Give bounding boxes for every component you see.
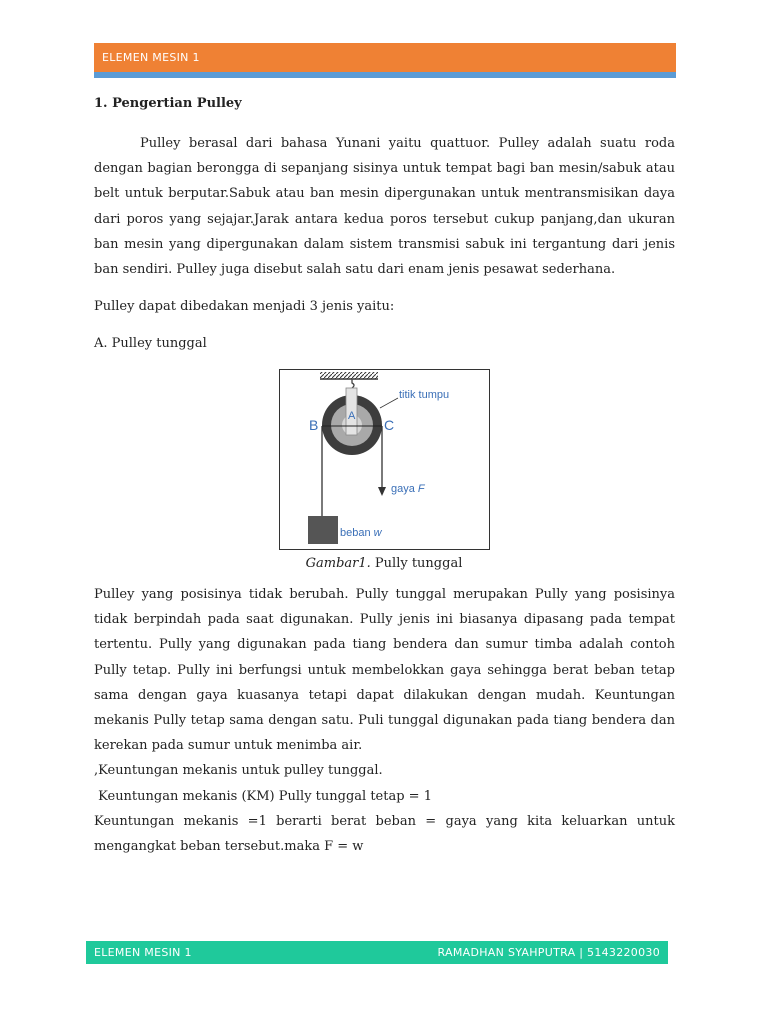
force-arrowhead	[378, 487, 386, 496]
label-b: B	[309, 417, 319, 433]
header-title: ELEMEN MESIN 1	[102, 51, 200, 64]
label-titik-tumpu: titik tumpu	[399, 389, 450, 401]
description-paragraph: Pulley yang posisinya tidak berubah. Pully tunggal merupakan Pully yang posisinya tidak berpindah pada saat digunakan. Pully jenis ini biasanya dipasang pada tempat tertentu. Pully yang digunakan pada tiang bendera dan sumur timba adalah contoh Pully tetap. Pully ini berfungsi untuk membelokkan gaya sehingga berat beban tetap sama dengan gaya kuasanya tetapi dapat dilakukan dengan mudah. Keuntungan mekanis Pully tetap sama dengan satu. Puli tunggal digunakan pada tiang bendera dan kerekan pada sumur untuk menimba air.	[94, 587, 675, 754]
km-line-3: Keuntungan mekanis =1 berarti berat beban = gaya yang kita keluarkan untuk mengangkat beban tersebut.maka F = w	[94, 814, 675, 855]
figure-caption	[0, 556, 768, 571]
label-beban-var: w	[373, 527, 382, 539]
label-a: A	[348, 410, 356, 422]
label-beban-text: beban	[340, 527, 374, 539]
caption-italic: Gambar1.	[305, 556, 371, 571]
section-heading: 1. Pengertian Pulley	[94, 96, 242, 111]
footer-left: ELEMEN MESIN 1	[94, 946, 192, 959]
km-line-2: Keuntungan mekanis (KM) Pully tunggal tetap = 1	[94, 789, 432, 804]
load-block	[308, 516, 338, 544]
type-a-label: A. Pulley tunggal	[94, 336, 207, 351]
header-underline	[94, 72, 676, 78]
pivot-leader	[380, 398, 398, 408]
types-intro: Pulley dapat dibedakan menjadi 3 jenis yaitu:	[94, 299, 395, 314]
header-bar	[94, 43, 676, 72]
label-c: C	[384, 417, 395, 433]
caption-text: Pully tunggal	[370, 556, 463, 571]
label-beban	[340, 527, 382, 539]
footer-right: RAMADHAN SYAHPUTRA | 5143220030	[437, 946, 660, 959]
label-gaya	[391, 483, 425, 495]
pulley-figure	[279, 369, 490, 550]
footer-bar	[86, 941, 668, 964]
intro-paragraph: Pulley berasal dari bahasa Yunani yaitu quattuor. Pulley adalah suatu roda dengan bagian berongga di sepanjang sisinya untuk tempat bagi ban mesin/sabuk atau belt untuk berputar.Sabuk atau ban mesin dipergunakan untuk mentransmisikan daya dari poros yang sejajar.Jarak antara kedua poros tersebut cukup panjang,dan ukuran ban mesin yang dipergunakan dalam sistem transmisi sabuk ini tergantung dari jenis ban sendiri. Pulley juga disebut salah satu dari enam jenis pesawat sederhana.	[94, 136, 675, 278]
ceiling-hatch	[320, 372, 378, 379]
label-gaya-var: F	[417, 483, 425, 495]
hook	[352, 379, 354, 388]
pulley-diagram	[280, 370, 489, 549]
label-gaya-text: gaya	[391, 483, 418, 495]
km-line-1: ,Keuntungan mekanis untuk pulley tunggal.	[94, 763, 383, 778]
